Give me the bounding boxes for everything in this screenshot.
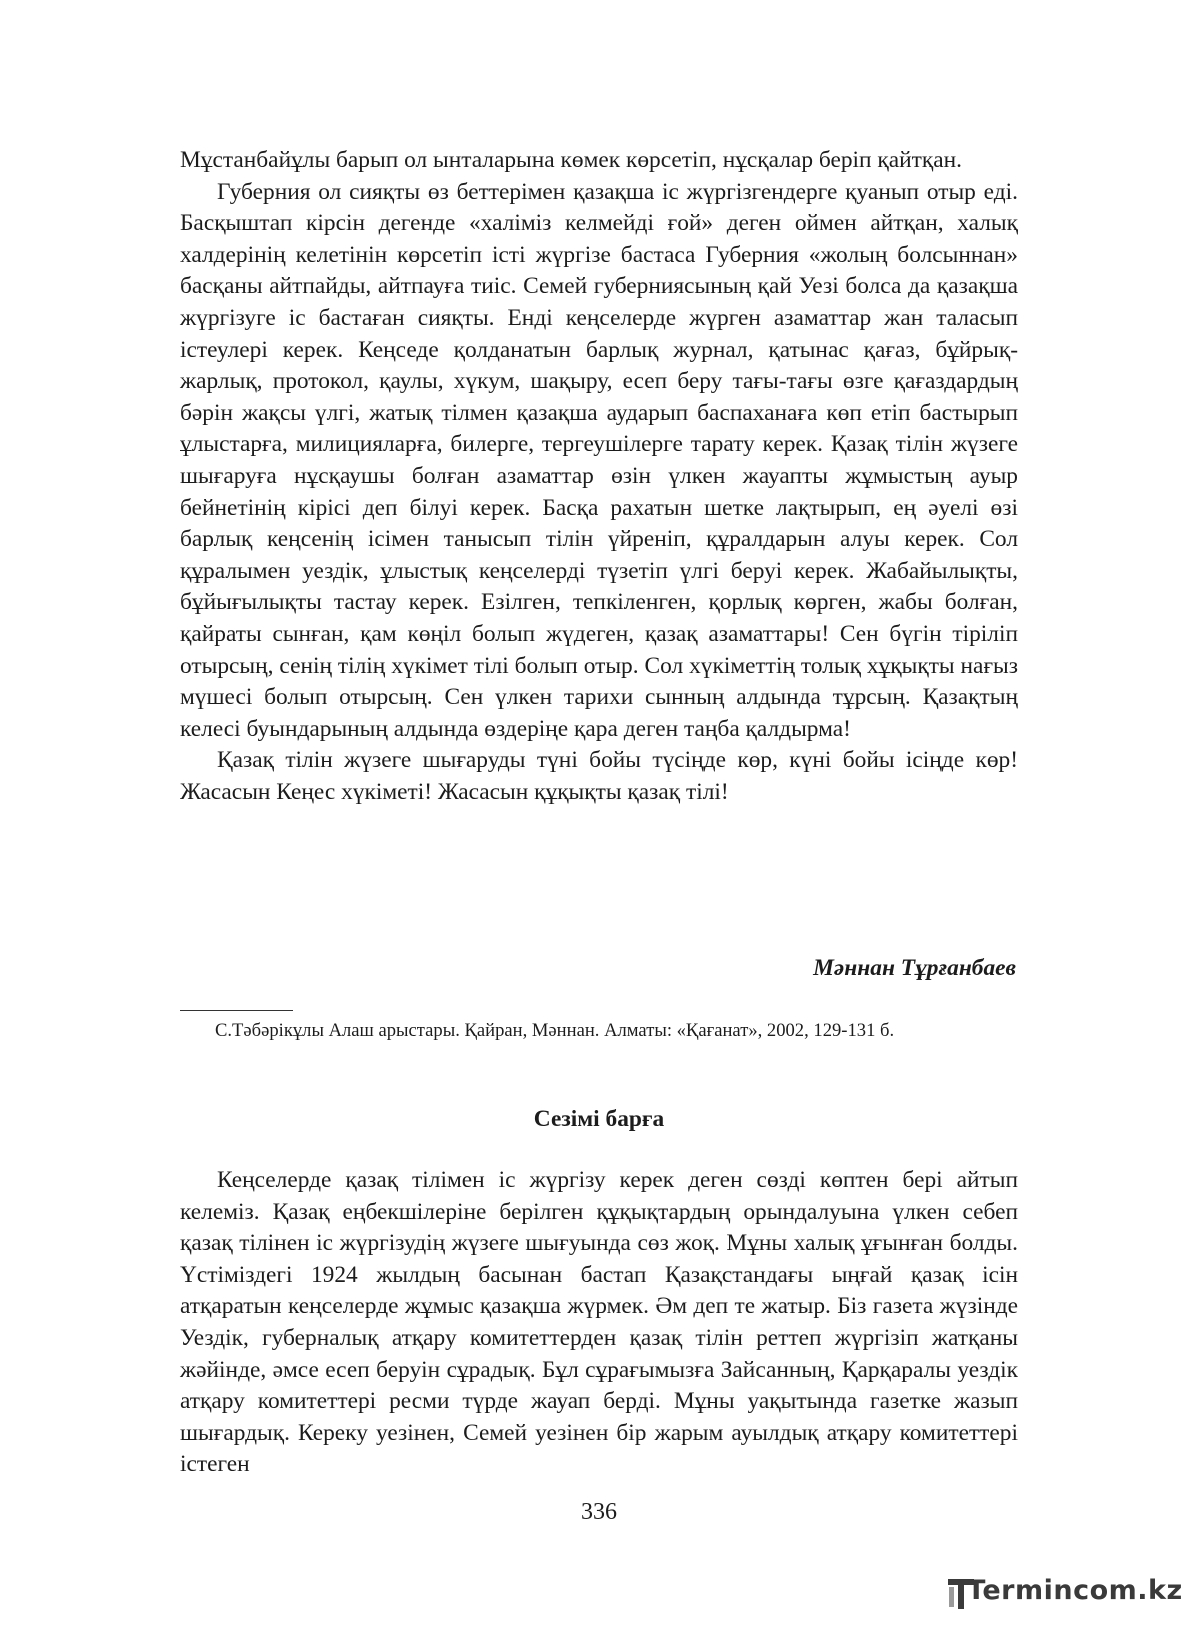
article-body-2 [180, 1165, 1018, 1481]
article-body [180, 145, 1018, 808]
watermark [946, 1573, 1183, 1617]
page-number: 336 [581, 1499, 617, 1525]
paragraph: Губерния ол сияқты өз беттерімен қазақша іс жүргізгендерге қуанып отыр еді. Басқыштап кірсін дегенде «халіміз келмейді ғой» деген оймен айтқан, халық халдерінің келетінін көрсетіп істі жүргізе бастаса Губерния «жолың болсыннан» басқаны айтпайды, айтпауға тиіс. Семей губерниясының қай Уезі болса да қазақша жүргізуге іс бастаған сияқты. Енді кеңселерде жүрген азаматтар жан таласып істеулері керек. Кеңседе қолданатын барлық журнал, қатынас қағаз, бұйрық-жарлық, протокол, қаулы, хүкум, шақыру, есеп беру тағы-тағы өзге қағаздардың бәрін жақсы үлгі, жатық тілмен қазақша аударып баспаханаға көп етіп бастырып ұлыстарға, милицияларға, билерге, тергеушілерге тарату керек. Қазақ тілін жүзеге шығаруға нұсқаушы болған азаматтар өзін үлкен жауапты жұмыстың ауыр бейнетінің кірісі деп білуі керек. Басқа рахатын шетке лақтырып, ең әуелі өзі барлық кеңсенің ісімен танысып тілін үйреніп, құралдарын алуы керек. Сол құралымен уездік, ұлыстық кеңселерді түзетіп үлгі беруі керек. Жабайылықты, бұйығылықты тастау керек. Езілген, тепкіленген, қорлық көрген, жабы болған, қайраты сынған, қам көңіл болып жүдеген, қазақ азаматтары! Сен бүгін тіріліп отырсың, сенің тілің хүкімет тілі болып отыр. Сол хүкіметтің толық хұқықты нағыз мүшесі болып отырсың. Сен үлкен тарихи сынның алдында тұрсың. Қазақтың келесі буындарының алдында өздеріңе қара деген таңба қалдырма! [180, 178, 1018, 742]
footnote-divider [180, 1010, 293, 1011]
section-title: Сезімі барға [533, 1106, 665, 1132]
footnote: С.Тәбәрікұлы Алаш арыстары. Қайран, Мәннан. Алматы: «Қағанат», 2002, 129-131 б. [215, 1020, 895, 1041]
paragraph: Мұстанбайұлы барып ол ынталарына көмек көрсетіп, нұсқалар беріп қайтқан. [180, 147, 962, 173]
paragraph: Кеңселерде қазақ тілімен іс жүргізу керек деген сөзді көптен бері айтып келеміз. Қазақ еңбекшілеріне берілген құқықтардың орындалуына үлкен себеп қазақ тілінен іс жүргізудің жүзеге шығуында сөз жоқ. Мұны халық ұғынған болды. Үстіміздегі 1924 жылдың басынан бастап Қазақстандағы ыңғай қазақ ісін атқаратын кеңселерде жұмыс қазақша жүрмек. Әм деп те жатыр. Біз газета жүзінде Уездік, губерналық атқару комитеттерден қазақ тілін реттеп жүргізіп жатқаны жәйінде, әмсе есеп беруін сұрадық. Бұл сұрағымызға Зайсанның, Қарқаралы уездік атқару комитеттері ресми түрде жауап берді. Мұны уақытында газетке жазып шығардық. Кереку уезінен, Семей уезінен бір жарым ауылдық атқару комитеттері істеген [180, 1167, 1018, 1478]
paragraph: Қазақ тілін жүзеге шығаруды түні бойы түсіңде көр, күні бойы ісіңде көр! Жасасын Кеңес хүкіметі! Жасасын құқықты қазақ тілі! [180, 747, 1018, 805]
author-signature: Мәннан Тұрғанбаев [813, 955, 1016, 981]
watermark-text: Termincom.kz [967, 1575, 1183, 1606]
